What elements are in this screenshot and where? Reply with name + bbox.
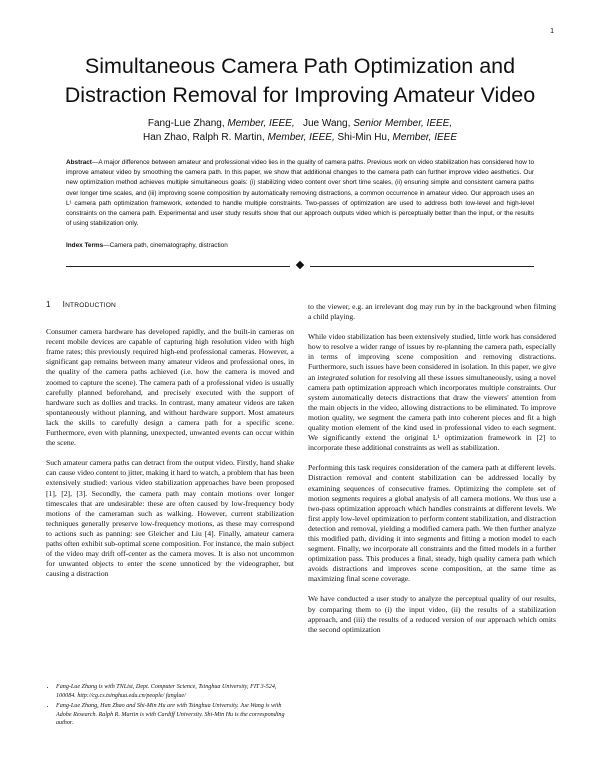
divider-line-right — [310, 266, 534, 267]
section-title-first: I — [62, 300, 66, 309]
title-line-1: Simultaneous Camera Path Optimization and — [84, 54, 516, 78]
paper-title — [40, 52, 560, 110]
paragraph: Such amateur camera paths can detract from the output video. Firstly, hand shake can cause video content to jitter, making it hard to watch, a problem that has been extensively studied: various video stabilization approaches have been proposed [1], [2], [3]. Secondly, the camera path may contain motions over longer timescales that are undesirable: these are often caused by low-frequency body motions of the cameraman such as walking. However, current stabilization techniques generally preserve low-frequency motions, as these may correspond to actions such as panning: see Gleicher and Liu [4]. Finally, amateur camera paths often exhibit sub-optimal scene composition. For instance, the main subject of the video may drift off-center as the camera moves. It is also not uncommon for unwanted objects to enter the scene unnoticed by the videographer, but causing a distraction — [46, 458, 294, 579]
footnote: • Fang-Lue Zhang, Han Zhao and Shi-Min Hu are with Tsinghua University. Jue Wang is with Adobe Research. Ralph R. Martin is with Cardiff University. Shi-Min Hu is the corresponding author. — [56, 702, 294, 728]
author-list — [60, 117, 540, 145]
footnote: • Fang-Lue Zhang is with TNList, Dept. Computer Science, Tsinghua University, FIT 3-524, 100084. http://cg.cs.tsinghua.edu.cn/people/ fanglue/ — [56, 683, 294, 700]
author-role: Member, IEEE — [392, 132, 458, 143]
emphasis-text: integrated — [317, 372, 349, 382]
author-name: Ralph R. Martin, — [192, 132, 265, 143]
title-line-2: Distraction Removal for Improving Amateur Video — [64, 83, 536, 107]
paragraph: We have conducted a user study to analyze the perceptual quality of our results, by comparing them to (i) the input video, (ii) the results of a stabilization approach, and (iii) the results of a reduced version of our approach which omits the second optimization — [308, 594, 556, 634]
author-role: Member, IEEE, — [267, 132, 335, 143]
section-divider — [66, 262, 534, 272]
section-number: 1 — [46, 300, 51, 309]
right-column — [308, 302, 556, 645]
paragraph: Performing this task requires consideration of the camera path at different levels. Distraction removal and content stabilization can be addressed locally by examining sequences of consecutive frames. Optimizing the complete set of motion segments requires a global analysis of all camera motions. We thus use a two-pass optimization approach which handles constraints at different levels. We first apply low-level optimization to perform content stabilization, and distraction detection and removal, yielding a modified camera path. We then further analyze this modified path, dividing it into segments and fitting a motion model to each segment. Finally, we incorporate all constraints and the fitted models in a further optimization pass. This produces a final, steady, high quality camera path which avoids distractions and improves scene composition, at the same time as maximizing final scene coverage. — [308, 463, 556, 584]
abstract — [66, 158, 534, 229]
author-name: Jue Wang, — [302, 118, 351, 129]
author-role: Senior Member, IEEE, — [353, 118, 453, 129]
paragraph-text: solution for resolving all these issues simultaneously, using a novel camera path optimization approach which incorporates multiple constraints. Our system automatically detects distractions that draw the viewers' attention from the main objects in the video, allowing distractions to be eliminated. To improve motion quality, we segment the camera path into coherent pieces and fit a high quality motion element of the kind used in professional video to each segment. We significantly extend the original L¹ optimization framework in [2] to incorporate these additional constraints as well as stabilization. — [308, 372, 556, 453]
author-name: Shi-Min Hu, — [337, 132, 390, 143]
index-terms-label: Index Terms — [66, 242, 104, 249]
footnotes — [46, 683, 294, 730]
index-terms — [66, 241, 534, 251]
divider-line-left — [66, 266, 290, 267]
paragraph-text: While video stabilization has been extensively studied, little work has considered how to resolve a wider range of issues by re-planning the camera path, especially in terms of improving scene composition and removing distractions. Furthermore, such issues have been considered in isolation. In this paper, we give an — [308, 332, 556, 382]
author-name: Fang-Lue Zhang, — [147, 118, 225, 129]
paragraph: Consumer camera hardware has developed rapidly, and the built-in cameras on recent mobile devices are capable of capturing high resolution video with high frame rates; this previously required high-end professional cameras. However, a significant gap remains between many amateur videos and professional ones, in the quality of the camera paths achieved (i.e. how the camera is moved and zoomed to capture the scene). The camera path of a professional video is usually carefully planned beforehand, and precisely executed with the support of hardware such as dollies and tracks. In contrast, many amateur videos are taken spontaneously without planning, and without hardware support. Most amateurs lack the skills to carefully design a camera path for a specific scene. Furthermore, even with planning, unexpected, unwanted events can occur within the scene. — [46, 327, 294, 448]
paragraph — [308, 332, 556, 453]
author-name: Han Zhao, — [142, 132, 190, 143]
index-terms-text: —Camera path, cinematography, distraction — [103, 242, 228, 249]
author-line-1 — [60, 117, 540, 131]
page-number: 1 — [550, 28, 554, 35]
diamond-icon — [296, 261, 304, 269]
author-line-2 — [60, 131, 540, 145]
paragraph: to the viewer, e.g. an irrelevant dog may run by in the background when filming a child playing. — [308, 302, 556, 322]
left-column — [46, 300, 294, 589]
section-heading — [46, 300, 294, 311]
author-role: Member, IEEE, — [227, 118, 295, 129]
section-title-rest: NTRODUCTION — [65, 302, 117, 309]
abstract-label: Abstract — [66, 159, 92, 166]
abstract-text: —A major difference between amateur and professional video lies in the quality of camera paths. Previous work on video stabilization has considered how to improve amateur video by smoothing the camera path. In this paper, we show that additional changes to the camera path can further improve video aesthetics. Our new optimization method achieves multiple simultaneous goals: (i) stabilizing video content over short time scales, (ii) ensuring simple and consistent camera paths over longer time scales, and (iii) improving scene composition by automatically removing distractions, a common occurrence in amateur video. Our approach uses an L¹ camera path optimization framework, extended to handle multiple constraints. Two-passes of optimization are used to address both low-level and high-level constraints on the camera path. Experimental and user study results show that our approach outputs video which is perceptually better than the input, or the results of using stabilization only. — [66, 159, 534, 228]
